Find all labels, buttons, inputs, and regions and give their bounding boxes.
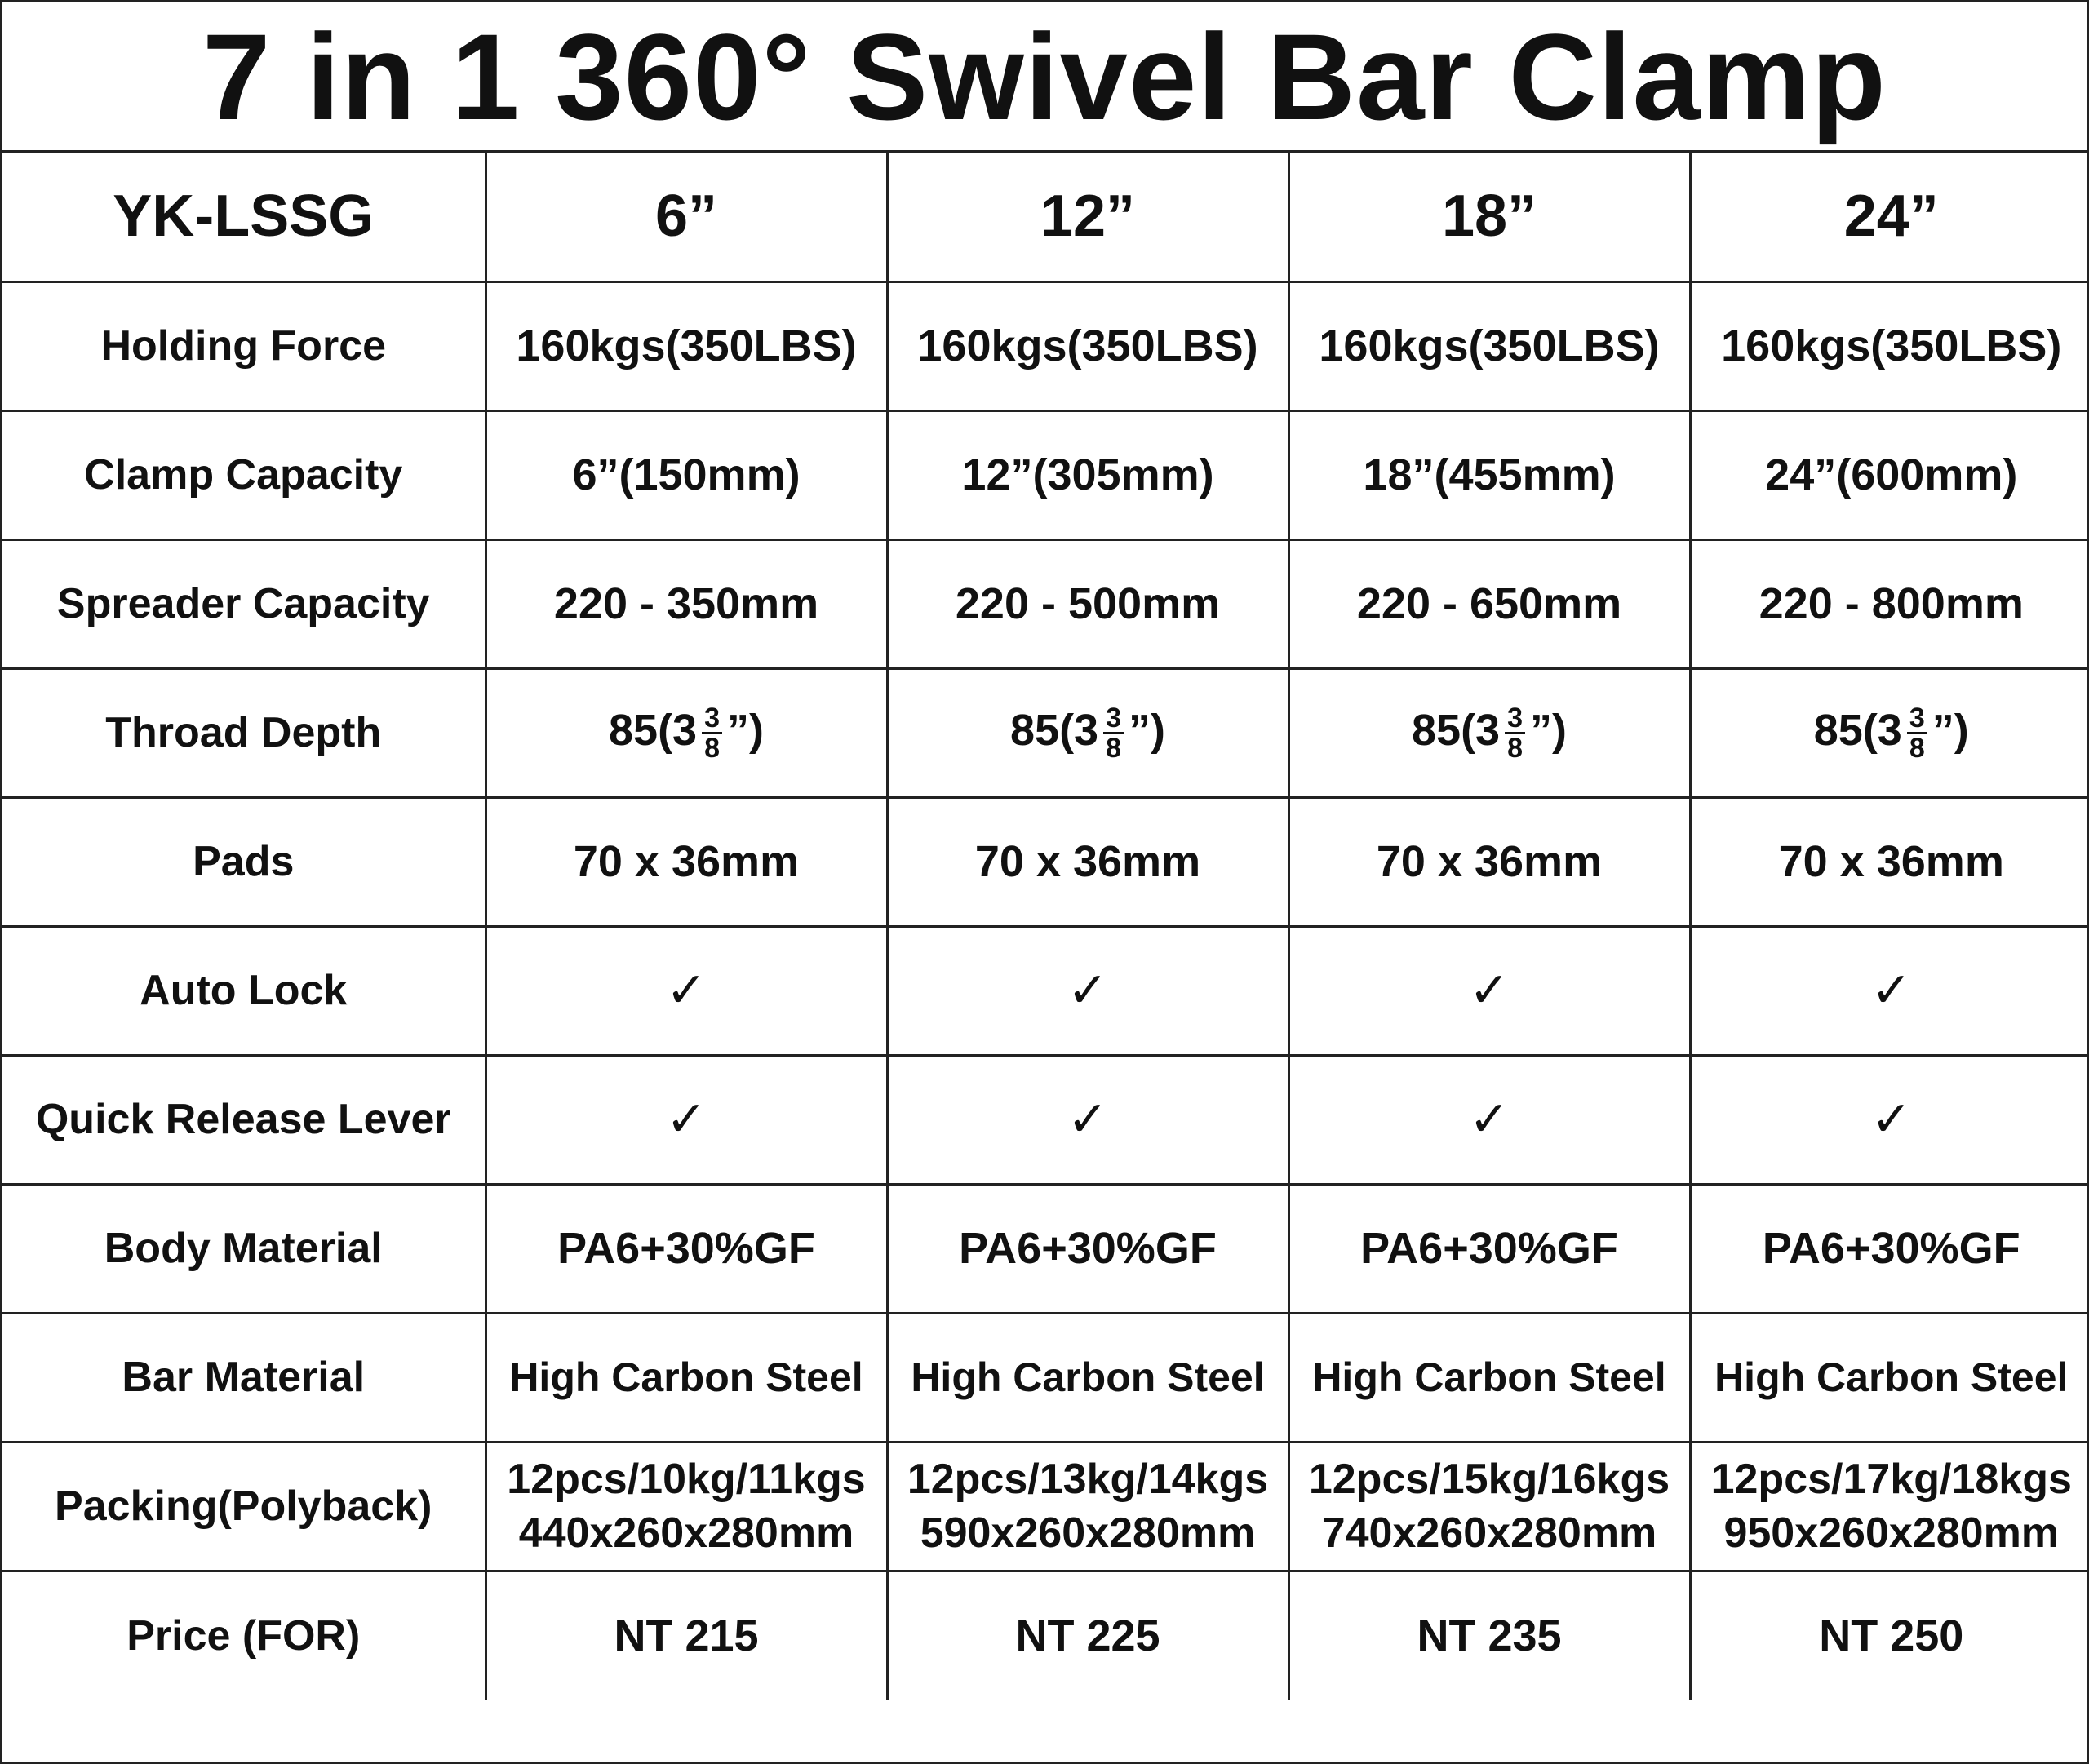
fraction-numerator: 3 bbox=[1505, 704, 1525, 734]
depth-prefix: 85(3 bbox=[1813, 705, 1902, 755]
table-cell: NT 225 bbox=[887, 1571, 1288, 1700]
row-label: Holding Force bbox=[2, 281, 486, 410]
table-cell: PA6+30%GF bbox=[887, 1184, 1288, 1313]
table-cell bbox=[1690, 1442, 2089, 1571]
packing-dimensions: 740x260x280mm bbox=[1321, 1509, 1657, 1557]
fraction bbox=[1505, 704, 1525, 762]
table-row-throad-depth bbox=[2, 668, 2089, 797]
table-cell: High Carbon Steel bbox=[887, 1313, 1288, 1442]
fraction-denominator: 8 bbox=[1909, 732, 1925, 764]
table-cell: NT 250 bbox=[1690, 1571, 2089, 1700]
fraction-denominator: 8 bbox=[1106, 732, 1122, 764]
spec-table bbox=[2, 153, 2089, 1700]
check-icon: ✓ bbox=[1288, 926, 1690, 1055]
row-label: Pads bbox=[2, 797, 486, 926]
packing-dimensions: 590x260x280mm bbox=[920, 1509, 1256, 1557]
row-label: Bar Material bbox=[2, 1313, 486, 1442]
fraction-denominator: 8 bbox=[1507, 732, 1524, 764]
packing-dimensions: 950x260x280mm bbox=[1723, 1509, 2060, 1557]
fraction-numerator: 3 bbox=[1907, 704, 1927, 734]
table-cell bbox=[486, 668, 887, 797]
size-header: 18” bbox=[1288, 153, 1690, 281]
row-label: Packing(Polyback) bbox=[2, 1442, 486, 1571]
table-row-clamp-capacity bbox=[2, 410, 2089, 539]
depth-suffix: ”) bbox=[1530, 705, 1567, 755]
table-cell bbox=[486, 1442, 887, 1571]
table-cell: NT 215 bbox=[486, 1571, 887, 1700]
model-header: YK-LSSG bbox=[2, 153, 486, 281]
check-icon: ✓ bbox=[1690, 926, 2089, 1055]
table-cell bbox=[887, 1442, 1288, 1571]
table-cell bbox=[1288, 1442, 1690, 1571]
row-label: Clamp Capacity bbox=[2, 410, 486, 539]
row-label: Throad Depth bbox=[2, 668, 486, 797]
check-icon: ✓ bbox=[1690, 1055, 2089, 1184]
packing-dimensions: 440x260x280mm bbox=[518, 1509, 854, 1557]
table-cell bbox=[1690, 668, 2089, 797]
table-cell: 220 - 500mm bbox=[887, 539, 1288, 668]
table-cell: 160kgs(350LBS) bbox=[887, 281, 1288, 410]
row-label: Body Material bbox=[2, 1184, 486, 1313]
table-row-spreader-capacity bbox=[2, 539, 2089, 668]
table-cell: 6”(150mm) bbox=[486, 410, 887, 539]
table-row-holding-force bbox=[2, 281, 2089, 410]
table-cell: 160kgs(350LBS) bbox=[1690, 281, 2089, 410]
page-title: 7 in 1 360° Swivel Bar Clamp bbox=[2, 2, 2087, 153]
table-cell: High Carbon Steel bbox=[1288, 1313, 1690, 1442]
row-label: Spreader Capacity bbox=[2, 539, 486, 668]
check-icon: ✓ bbox=[486, 926, 887, 1055]
table-cell: 220 - 350mm bbox=[486, 539, 887, 668]
table-cell: 18”(455mm) bbox=[1288, 410, 1690, 539]
table-row-packing bbox=[2, 1442, 2089, 1571]
depth-suffix: ”) bbox=[1932, 705, 1969, 755]
table-cell: High Carbon Steel bbox=[486, 1313, 887, 1442]
fraction-numerator: 3 bbox=[1103, 704, 1124, 734]
depth-suffix: ”) bbox=[727, 705, 764, 755]
table-cell: 70 x 36mm bbox=[887, 797, 1288, 926]
packing-weight: 12pcs/17kg/18kgs bbox=[1710, 1456, 2072, 1503]
table-cell: NT 235 bbox=[1288, 1571, 1690, 1700]
size-header: 12” bbox=[887, 153, 1288, 281]
packing-weight: 12pcs/13kg/14kgs bbox=[907, 1456, 1269, 1503]
table-row-pads bbox=[2, 797, 2089, 926]
fraction-numerator: 3 bbox=[702, 704, 722, 734]
table-row-price bbox=[2, 1571, 2089, 1700]
table-row-body-material bbox=[2, 1184, 2089, 1313]
fraction bbox=[1103, 704, 1124, 762]
table-row-bar-material bbox=[2, 1313, 2089, 1442]
depth-prefix: 85(3 bbox=[609, 705, 698, 755]
table-cell: 24”(600mm) bbox=[1690, 410, 2089, 539]
fraction-denominator: 8 bbox=[704, 732, 721, 764]
depth-prefix: 85(3 bbox=[1412, 705, 1501, 755]
table-cell: 220 - 650mm bbox=[1288, 539, 1690, 668]
table-cell: 160kgs(350LBS) bbox=[1288, 281, 1690, 410]
table-cell: PA6+30%GF bbox=[1288, 1184, 1690, 1313]
check-icon: ✓ bbox=[887, 926, 1288, 1055]
table-cell: 70 x 36mm bbox=[486, 797, 887, 926]
table-cell: PA6+30%GF bbox=[1690, 1184, 2089, 1313]
check-icon: ✓ bbox=[1288, 1055, 1690, 1184]
table-cell: 12”(305mm) bbox=[887, 410, 1288, 539]
fraction bbox=[1907, 704, 1927, 762]
table-cell: 70 x 36mm bbox=[1288, 797, 1690, 926]
size-header: 24” bbox=[1690, 153, 2089, 281]
table-cell: 220 - 800mm bbox=[1690, 539, 2089, 668]
row-label: Price (FOR) bbox=[2, 1571, 486, 1700]
fraction bbox=[702, 704, 722, 762]
table-cell: PA6+30%GF bbox=[486, 1184, 887, 1313]
table-cell: 70 x 36mm bbox=[1690, 797, 2089, 926]
check-icon: ✓ bbox=[486, 1055, 887, 1184]
table-cell bbox=[887, 668, 1288, 797]
packing-weight: 12pcs/10kg/11kgs bbox=[507, 1456, 866, 1503]
table-cell bbox=[1288, 668, 1690, 797]
packing-weight: 12pcs/15kg/16kgs bbox=[1308, 1456, 1670, 1503]
table-cell: High Carbon Steel bbox=[1690, 1313, 2089, 1442]
table-row-quick-release-lever bbox=[2, 1055, 2089, 1184]
table-cell: 160kgs(350LBS) bbox=[486, 281, 887, 410]
row-label: Auto Lock bbox=[2, 926, 486, 1055]
depth-prefix: 85(3 bbox=[1010, 705, 1099, 755]
check-icon: ✓ bbox=[887, 1055, 1288, 1184]
table-header-row bbox=[2, 153, 2089, 281]
size-header: 6” bbox=[486, 153, 887, 281]
depth-suffix: ”) bbox=[1129, 705, 1165, 755]
table-row-auto-lock bbox=[2, 926, 2089, 1055]
row-label: Quick Release Lever bbox=[2, 1055, 486, 1184]
